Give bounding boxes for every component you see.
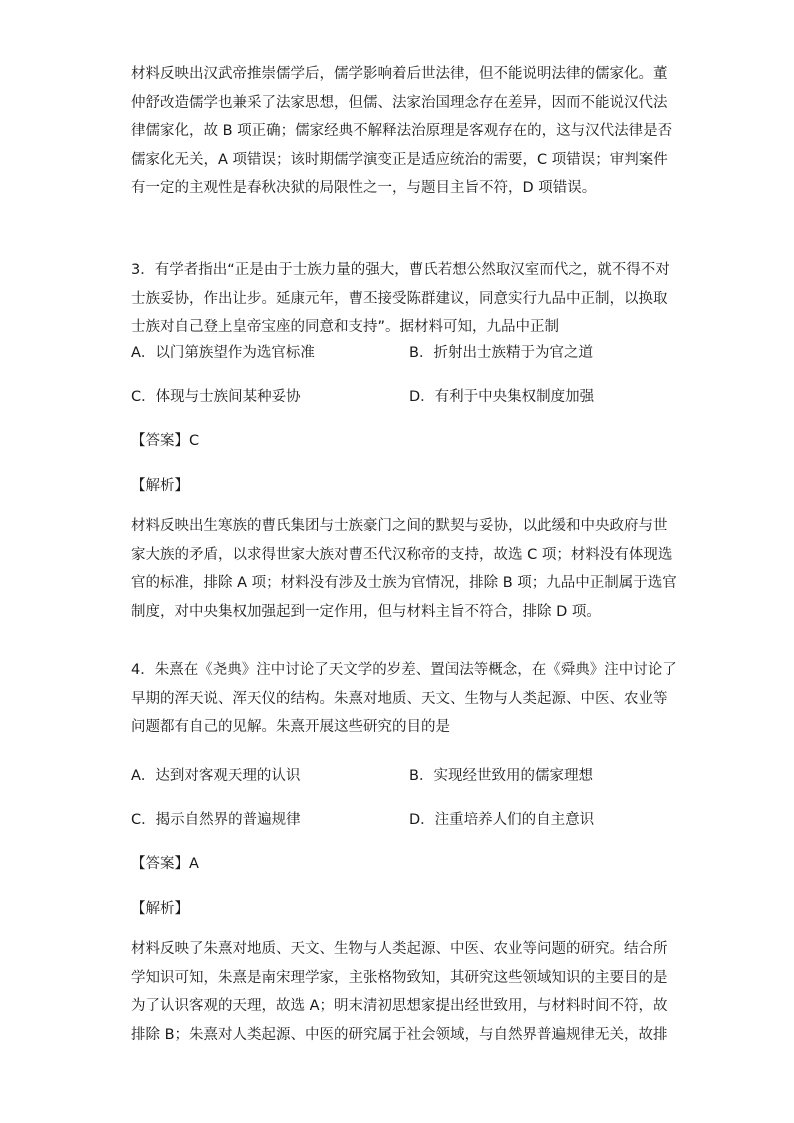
q3-option-c: C．体现与士族间某种妥协 — [131, 389, 301, 405]
q4-option-a: A．达到对客观天理的认识 — [131, 768, 301, 784]
q3-option-b: B．折射出士族精于为官之道 — [409, 345, 593, 361]
q4-option-c: C．揭示自然界的普遍规律 — [131, 812, 301, 828]
q3-answer: 【答案】C — [131, 433, 200, 449]
intro-analysis-paragraph — [131, 60, 673, 203]
text-line: 3．有学者指出“正是由于士族力量的强大，曹氏若想公然取汉室而代之，就不得不对 — [131, 262, 670, 278]
text-line: 学知识可知，朱熹是南宋理学家，主张格物致知，其研究这些领域知识的主要目的是 — [131, 969, 668, 986]
text-line: 4．朱熹在《尧典》注中讨论了天文学的岁差、置闰法等概念，在《舜典》注中讨论了 — [131, 662, 677, 678]
text-line: 仲舒改造儒学也兼采了法家思想，但儒、法家治国理念存在差异，因而不能说汉代法 — [131, 94, 668, 111]
text-line: 家大族的矛盾，以求得世家大族对曹丕代汉称帝的支持，故选 C 项；材料没有体现选 — [131, 546, 673, 563]
q4-option-b: B．实现经世致用的儒家理想 — [409, 768, 593, 784]
text-line: 士族对自己登上皇帝宝座的同意和支持”。据材料可知，九品中正制 — [131, 319, 560, 336]
text-line: 儒家化无关，A 项错误；该时期儒学演变正是适应统治的需要，C 项错误；审判案件 — [131, 151, 668, 168]
q3-stem — [131, 256, 670, 342]
text-line: 早期的浑天说、浑天仪的结构。朱熹对地质、天文、生物与人类起源、中医、农业等 — [131, 690, 668, 707]
q4-stem — [131, 656, 677, 742]
q3-option-a: A．以门第族望作为选官标准 — [131, 345, 315, 361]
q4-answer: 【答案】A — [131, 856, 199, 872]
text-line: 制度，对中央集权加强起到一定作用，但与材料主旨不符合，排除 D 项。 — [131, 603, 601, 620]
text-line: 排除 B；朱熹对人类起源、中医的研究属于社会领域，与自然界普遍规律无关，故排 — [131, 1026, 668, 1043]
q3-option-d: D．有利于中央集权制度加强 — [409, 389, 595, 405]
q4-analysis-paragraph — [131, 935, 668, 1049]
q3-analysis-paragraph — [131, 512, 677, 626]
text-line: 士族妥协，作出让步。延康元年，曹丕接受陈群建议，同意实行九品中正制，以换取 — [131, 290, 668, 307]
text-line: 问题都有自己的见解。朱熹开展这些研究的目的是 — [131, 719, 450, 736]
text-line: 材料反映了朱熹对地质、天文、生物与人类起源、中医、农业等问题的研究。结合所 — [131, 941, 668, 957]
text-line: 材料反映出生寒族的曹氏集团与士族豪门之间的默契与妥协，以此缓和中央政府与世 — [131, 518, 668, 534]
text-line: 为了认识客观的天理，故选 A；明末清初思想家提出经世致用，与材料时间不符，故 — [131, 998, 668, 1015]
q4-analysis-label: 【解析】 — [131, 901, 189, 917]
text-line: 材料反映出汉武帝推崇儒学后，儒学影响着后世法律，但不能说明法律的儒家化。董 — [131, 66, 668, 82]
text-line: 官的标准，排除 A 项；材料没有涉及士族为官情况，排除 B 项；九品中正制属于选官 — [131, 575, 677, 592]
q3-analysis-label: 【解析】 — [131, 478, 189, 494]
text-line: 有一定的主观性是春秋决狱的局限性之一，与题目主旨不符，D 项错误。 — [131, 180, 597, 197]
text-line: 律儒家化，故 B 项正确；儒家经典不解释法治原理是客观存在的，这与汉代法律是否 — [131, 123, 673, 140]
q4-option-d: D．注重培养人们的自主意识 — [409, 812, 595, 828]
